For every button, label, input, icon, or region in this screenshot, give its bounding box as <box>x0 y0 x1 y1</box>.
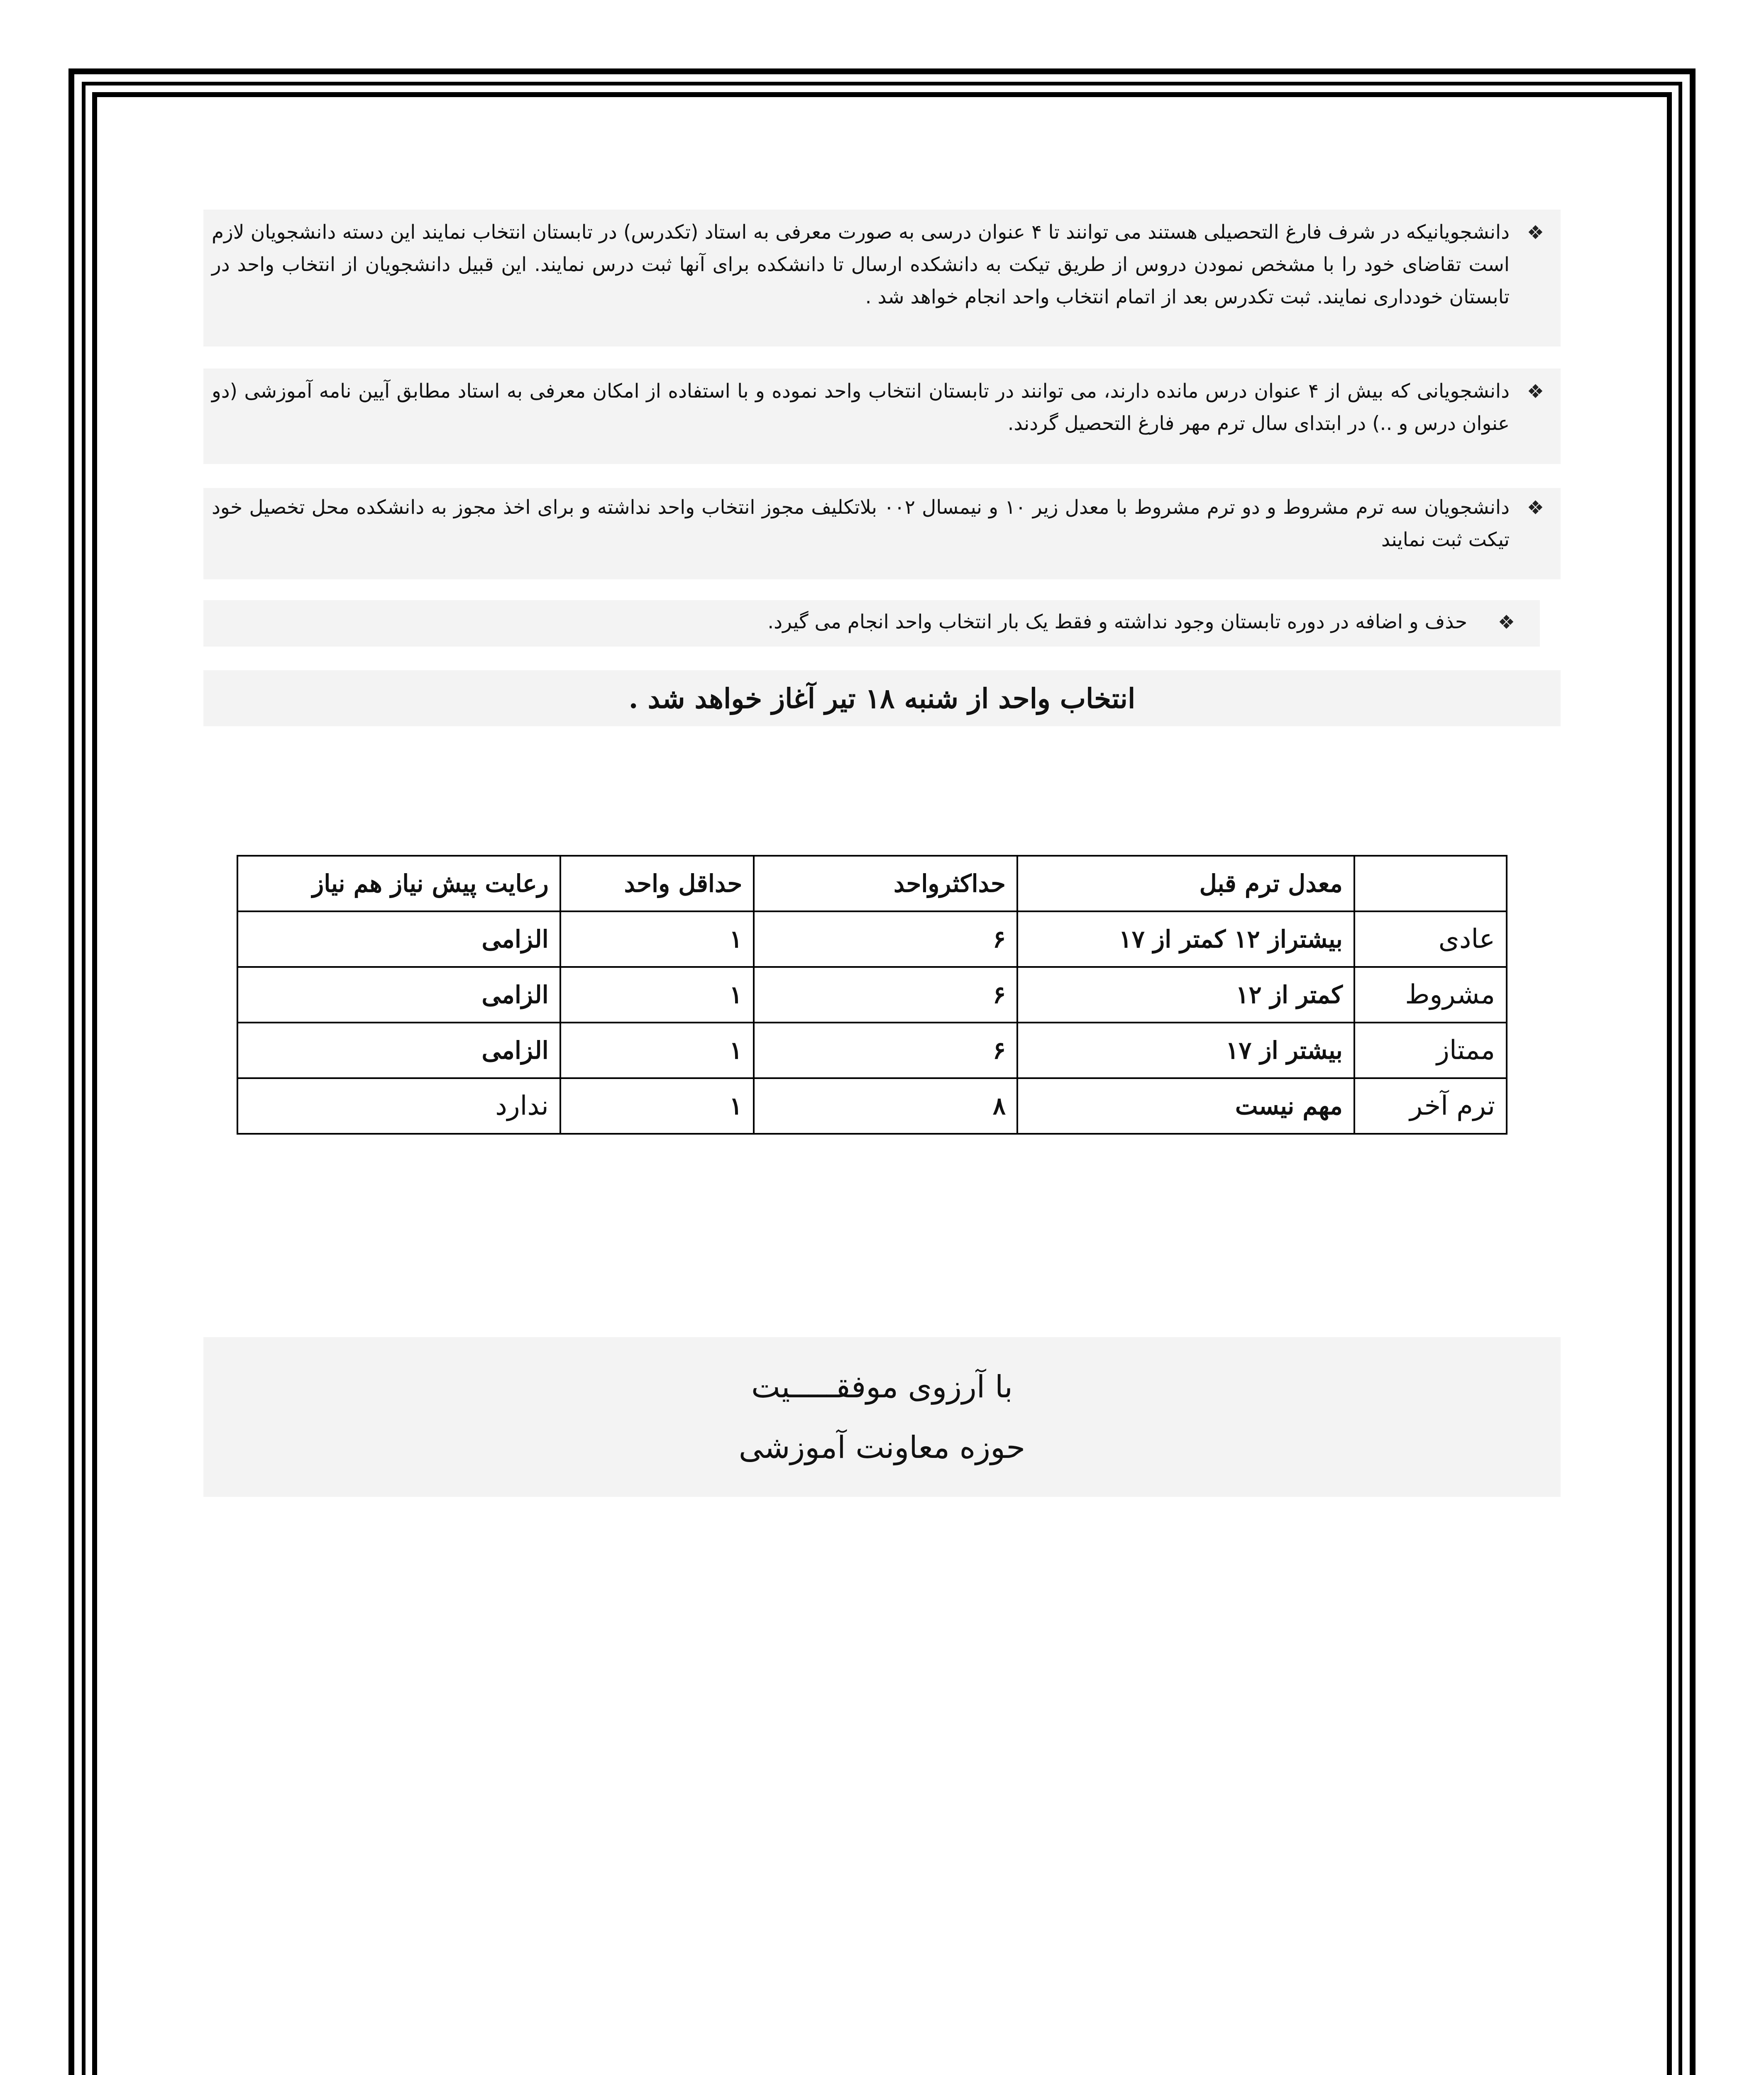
cell-previous-gpa: بیشتراز ۱۲ کمتر از ۱۷ <box>1017 911 1354 967</box>
notice-text: دانشجویان سه ترم مشروط و دو ترم مشروط با معدل زیر ۱۰ و نیمسال ۰۰۲ بلاتکلیف مجوز انتخاب واحد نداشته و برای اخذ مجوز به دانشکده محل تخصیل خود تیکت ثبت نمایند <box>212 496 1510 551</box>
table-row <box>237 911 1507 967</box>
cell-previous-gpa: بیشتر از ۱۷ <box>1017 1023 1354 1078</box>
cell-previous-gpa: مهم نیست <box>1017 1078 1354 1134</box>
notice-text: دانشجویانیکه در شرف فارغ التحصیلی هستند می توانند تا ۴ عنوان درسی به صورت معرفی به استاد (تکدرس) در تابستان انتخاب نمایند این دسته دانشجویان لازم است تقاضای خود را با مشخص نمودن دروس از طریق تیکت به دانشکده ارسال تا دانشکده برای آنها ثبت درس نمایند. این قبیل دانشجویان از انتخاب واحد در تابستان خودداری نمایند. ثبت تکدرس بعد از اتمام انتخاب واحد انجام خواهد شد . <box>212 221 1510 308</box>
diamond-bullet-icon: ❖ <box>1527 380 1544 403</box>
cell-min-units: ۱ <box>560 911 754 967</box>
cell-max-units: ۶ <box>754 1023 1017 1078</box>
cell-max-units: ۶ <box>754 967 1017 1023</box>
unit-quota-table <box>237 855 1507 1135</box>
cell-min-units: ۱ <box>560 1023 754 1078</box>
diamond-bullet-icon: ❖ <box>1498 611 1515 633</box>
notice-more-than-four-courses <box>203 369 1561 464</box>
diamond-bullet-icon: ❖ <box>1527 496 1544 519</box>
header-min-units: حداقل واحد <box>560 856 754 911</box>
notice-summer-single-course <box>203 210 1561 347</box>
table-header-row <box>237 856 1507 911</box>
cell-min-units: ۱ <box>560 967 754 1023</box>
diamond-bullet-icon: ❖ <box>1527 221 1544 244</box>
cell-status: عادی <box>1354 911 1507 967</box>
table-row <box>237 967 1507 1023</box>
cell-max-units: ۸ <box>754 1078 1017 1134</box>
closing-office: حوزه معاونت آموزشی <box>738 1429 1026 1465</box>
notice-probation-students <box>203 488 1561 579</box>
cell-status: مشروط <box>1354 967 1507 1023</box>
cell-prerequisite: الزامی <box>237 1023 560 1078</box>
closing-signature <box>203 1337 1561 1497</box>
cell-status: ممتاز <box>1354 1023 1507 1078</box>
notice-text: دانشجویانی که بیش از ۴ عنوان درس مانده دارند، می توانند در تابستان انتخاب واحد نموده و با استفاده از امکان معرفی به استاد مطابق آیین نامه آموزشی (دو عنوان درس و ..) در ابتدای سال ترم مهر فارغ التحصیل گردند. <box>212 380 1510 435</box>
header-max-units: حداکثرواحد <box>754 856 1017 911</box>
header-prerequisite: رعایت پیش نیاز هم نیاز <box>237 856 560 911</box>
cell-prerequisite: ندارد <box>237 1078 560 1134</box>
table-row <box>237 1023 1507 1078</box>
cell-prerequisite: الزامی <box>237 911 560 967</box>
table-row <box>237 1078 1507 1134</box>
header-status <box>1354 856 1507 911</box>
cell-min-units: ۱ <box>560 1078 754 1134</box>
cell-max-units: ۶ <box>754 911 1017 967</box>
registration-start-announcement: انتخاب واحد از شنبه ۱۸ تیر آغاز خواهد شد . <box>203 670 1561 726</box>
header-previous-gpa: معدل ترم قبل <box>1017 856 1354 911</box>
closing-wish: با آرزوی موفقـــــیت <box>751 1369 1013 1405</box>
notice-no-add-drop <box>203 600 1540 647</box>
cell-prerequisite: الزامی <box>237 967 560 1023</box>
notice-text: حذف و اضافه در دوره تابستان وجود نداشته و فقط یک بار انتخاب واحد انجام می گیرد. <box>767 610 1467 633</box>
cell-status: ترم آخر <box>1354 1078 1507 1134</box>
cell-previous-gpa: کمتر از ۱۲ <box>1017 967 1354 1023</box>
